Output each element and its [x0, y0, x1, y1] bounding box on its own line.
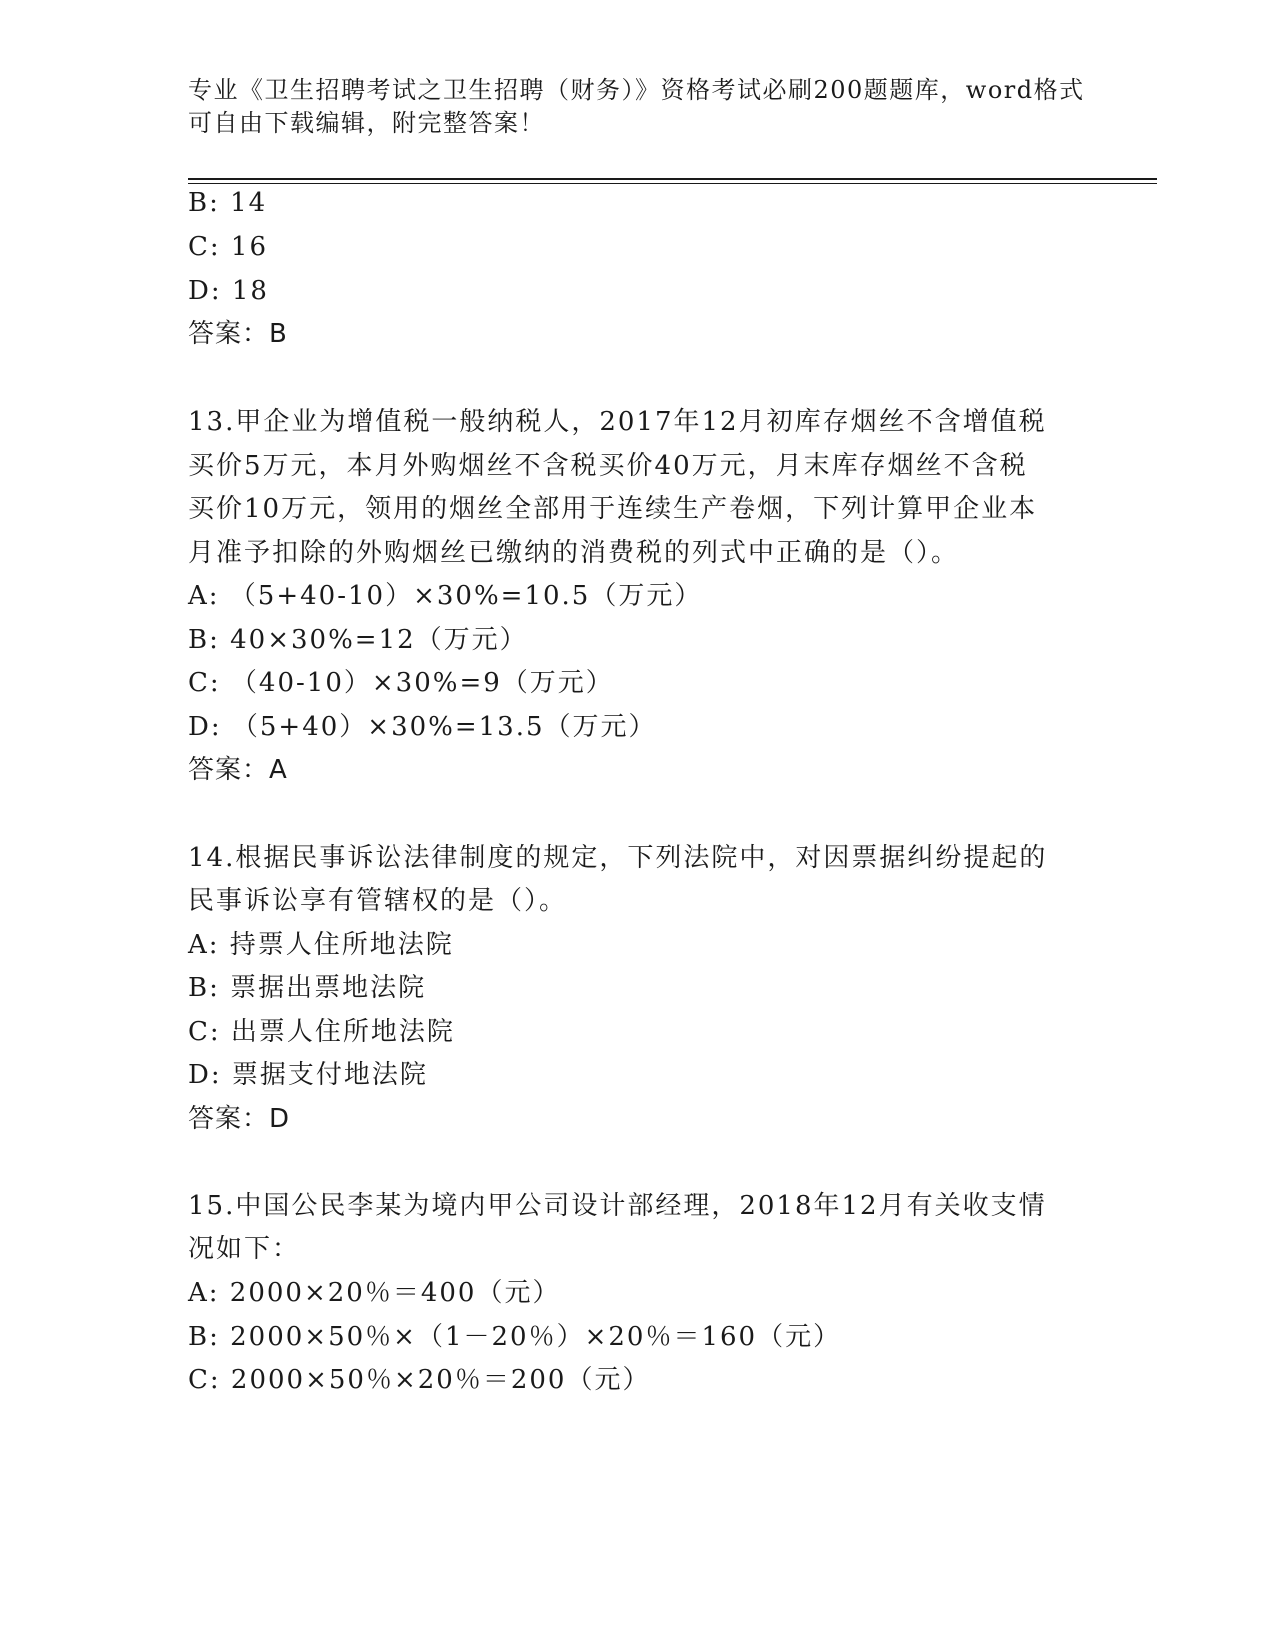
- q12-option-b: B: 14: [188, 188, 268, 218]
- q15-stem-line-2: 况如下：: [188, 1234, 301, 1264]
- q13-option-d: D: （5+40）×30%=13.5（万元）: [188, 712, 657, 742]
- q13-stem-line-4: 月准予扣除的外购烟丝已缴纳的消费税的列式中正确的是（）。: [188, 538, 960, 568]
- q13-option-b: B: 40×30%=12（万元）: [188, 625, 528, 655]
- q14-option-b: B: 票据出票地法院: [188, 973, 427, 1003]
- header-line-2: 可自由下载编辑，附完整答案！: [188, 109, 545, 137]
- q14-answer: 答案：D: [188, 1104, 291, 1134]
- q12-answer: 答案：B: [188, 319, 288, 349]
- q14-stem-line-1: 14.根据民事诉讼法律制度的规定，下列法院中，对因票据纠纷提起的: [188, 843, 1048, 873]
- q15-option-c: C: 2000×50％×20％＝200（元）: [188, 1365, 651, 1395]
- header-line-1: 专业《卫生招聘考试之卫生招聘（财务）》资格考试必刷200题题库，word格式: [188, 76, 1085, 104]
- header-divider-thick: [188, 178, 1157, 180]
- q14-option-c: C: 出票人住所地法院: [188, 1017, 455, 1047]
- q15-stem-line-1: 15.中国公民李某为境内甲公司设计部经理，2018年12月有关收支情: [188, 1191, 1047, 1221]
- q12-option-d: D: 18: [188, 276, 269, 306]
- q13-stem-line-1: 13.甲企业为增值税一般纳税人，2017年12月初库存烟丝不含增值税: [188, 407, 1047, 437]
- q13-option-a: A: （5+40-10）×30%=10.5（万元）: [188, 581, 703, 611]
- q13-answer: 答案：A: [188, 755, 288, 785]
- q13-stem-line-3: 买价10万元，领用的烟丝全部用于连续生产卷烟，下列计算甲企业本: [188, 494, 1038, 524]
- header-divider-thin: [188, 183, 1157, 184]
- q14-stem-line-2: 民事诉讼享有管辖权的是（）。: [188, 886, 568, 916]
- page-header: [188, 74, 1088, 140]
- q12-option-c: C: 16: [188, 232, 269, 262]
- q13-stem-line-2: 买价5万元，本月外购烟丝不含税买价40万元，月末库存烟丝不含税: [188, 451, 1028, 481]
- q14-option-a: A: 持票人住所地法院: [188, 930, 454, 960]
- q14-option-d: D: 票据支付地法院: [188, 1060, 428, 1090]
- q15-option-a: A: 2000×20％＝400（元）: [188, 1278, 561, 1308]
- q15-option-b: B: 2000×50％×（1－20％）×20％＝160（元）: [188, 1322, 842, 1352]
- q13-option-c: C: （40-10）×30%=9（万元）: [188, 668, 614, 698]
